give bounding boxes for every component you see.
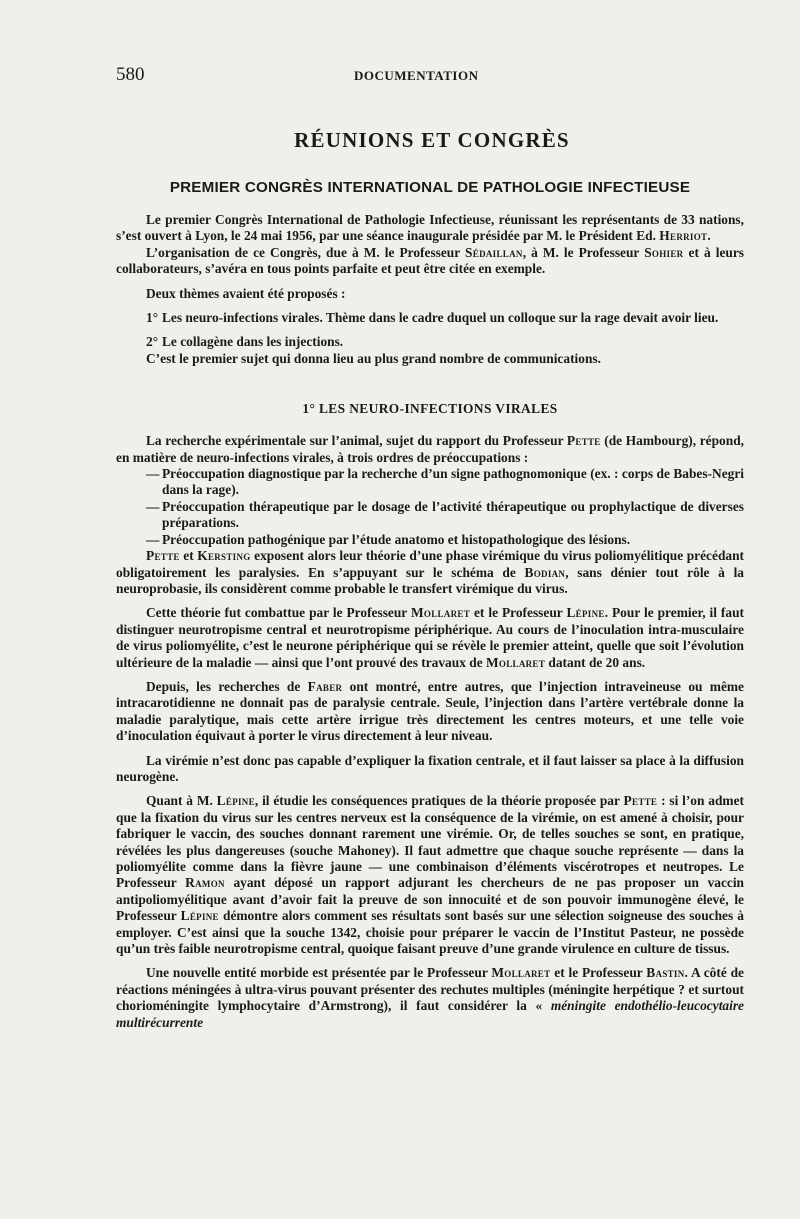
theme-list-item: 2° Le collagène dans les injections. bbox=[146, 334, 344, 350]
person-name: Kersting bbox=[197, 548, 251, 564]
dash-mark: — bbox=[146, 466, 160, 482]
subsection-body bbox=[116, 433, 744, 1031]
page-number: 580 bbox=[116, 64, 145, 85]
person-name: Pette bbox=[146, 548, 180, 564]
theme-list-item: 1° Les neuro-infections virales. Thème dans le cadre duquel un colloque sur la rage devait avoir lieu. bbox=[146, 310, 719, 326]
body-paragraph: Quant à M. Lépine, il étudie les conséquences pratiques de la théorie proposée par Pette : si l’on admet que la fixation du virus sur les centres nerveux est la conséquence de la virémie, on est amené à choisir, pour fabriquer le vaccin, des souches donnant rarement une virémie. Or, de telles souches se sont, en pratique, révélées les plus dangereuses (souche Mahoney). Il faut admettre que chaque souche représente — dans la poliomyélite comme dans la fièvre jaune — une combinaison d’éléments viscérotropes et neutropes. Le Professeur Ramon ayant déposé un rapport adjurant les chercheurs de ne pas proposer un vaccin antipoliomyélitique avant d’avoir fait la preuve de son innocuité et de son pouvoir immunogène élevé, le Professeur Lépine démontre alors comment ses résultats sont basés sur une sélection soigneuse des souches à employer. C’est ainsi que la souche 1342, choisie pour préparer le vaccin de l’Institut Pasteur, ne possède qu’un très faible neurotropisme central, quoique faisant preuve d’une grande virulence en culture de tissus. bbox=[116, 793, 745, 957]
person-name: Sédaillan bbox=[465, 244, 523, 260]
body-paragraph: Depuis, les recherches de Faber ont montré, entre autres, que l’injection intraveineuse ou même intracarotidienne ne donnait pas de paralysie centrale. Seule, l’injection dans l’artère vertébrale donne la maladie paralytique, mais cette artère irrigue très directement les centres moteurs, et une telle voie d’inoculation équivaut à porter le virus directement à leur niveau. bbox=[116, 678, 744, 744]
intro-paragraph: Deux thèmes avaient été proposés : bbox=[146, 285, 346, 301]
article-intro bbox=[116, 212, 744, 367]
person-name: Mollaret bbox=[491, 965, 551, 981]
dash-mark: — bbox=[146, 498, 160, 514]
running-title: DOCUMENTATION bbox=[354, 68, 479, 83]
person-name: Bastin bbox=[646, 965, 685, 981]
person-name: Pette bbox=[623, 793, 658, 809]
body-paragraph: Cette théorie fut combattue par le Professeur Mollaret et le Professeur Lépine. Pour le premier, il faut distinguer neurotropisme central et neurotropisme périphérique. Au cours de l’inoculation intra-musculaire de virus poliomyélite, c’est le neurone périphérique qui se révèle le premier atteint, quelle que soit l’évolution ultérieure de la maladie — ainsi que l’ont prouvé des travaux de Mollaret datant de 20 ans. bbox=[116, 605, 744, 670]
person-name: Lépine bbox=[566, 605, 605, 621]
person-name: Lépine bbox=[216, 793, 255, 809]
person-name: Mollaret bbox=[410, 605, 471, 621]
body-paragraph: Pette et Kersting exposent alors leur théorie d’une phase virémique du virus poliomyélitique précédant obligatoirement les paralysies. En s’appuyant sur le schéma de Bodian, sans dénier tout rôle à la neuroprobasie, ils considèrent comme probable le transfert virémique du virus. bbox=[116, 548, 744, 596]
person-name: Lépine bbox=[180, 908, 219, 924]
person-name: Pette bbox=[566, 433, 601, 449]
dash-list-item: — Préoccupation pathogénique par l’étude anatomo et histopathologique des lésions. bbox=[146, 531, 631, 547]
person-name: Faber bbox=[307, 678, 343, 694]
list-number: 2° bbox=[146, 334, 159, 350]
person-name: Ramon bbox=[185, 875, 225, 891]
person-name: Mollaret bbox=[485, 654, 546, 670]
dash-mark: — bbox=[146, 531, 160, 547]
section-title: RÉUNIONS ET CONGRÈS bbox=[294, 128, 570, 152]
intro-paragraph: C’est le premier sujet qui donna lieu au plus grand nombre de communications. bbox=[146, 350, 601, 366]
italic-term: méningite endothélio-leucocytaire multirécurrente bbox=[116, 998, 744, 1030]
dash-list-item: — Préoccupation thérapeutique par le dosage de l’activité thérapeutique ou prophylactique de diverses préparations. bbox=[146, 498, 744, 531]
body-paragraph: La recherche expérimentale sur l’animal, sujet du rapport du Professeur Pette (de Hambourg), répond, en matière de neuro-infections virales, à trois ordres de préoccupations : bbox=[116, 433, 744, 465]
subsection-heading: 1° LES NEURO-INFECTIONS VIRALES bbox=[302, 401, 558, 417]
intro-paragraph: Le premier Congrès International de Pathologie Infectieuse, réunissant les représentants de 33 nations, s’est ouvert à Lyon, le 24 mai 1956, par une séance inaugurale présidée par M. le Président Ed. Herriot. bbox=[116, 212, 744, 244]
body-paragraph: La virémie n’est donc pas capable d’expliquer la fixation centrale, et il faut laisser sa place à la diffusion neurogène. bbox=[116, 752, 744, 784]
body-paragraph: Une nouvelle entité morbide est présentée par le Professeur Mollaret et le Professeur Bastin. A côté de réactions méningées à ultra-virus pouvant présenter des rechutes multiples (méningite herpétique ? et surtout chorioméningite lymphocytaire d’Armstrong), il faut considérer la « méningite endothélio-leucocytaire multirécurrente bbox=[116, 965, 745, 1030]
list-number: 1° bbox=[146, 310, 159, 326]
article-title: PREMIER CONGRÈS INTERNATIONAL DE PATHOLOGIE INFECTIEUSE bbox=[169, 179, 691, 196]
running-header bbox=[116, 62, 744, 90]
person-name: Herriot bbox=[659, 228, 708, 244]
intro-paragraph: L’organisation de ce Congrès, due à M. le Professeur Sédaillan, à M. le Professeur Sohier et à leurs collaborateurs, s’avéra en tous points parfaite et peut être citée en exemple. bbox=[116, 244, 744, 277]
person-name: Sohier bbox=[644, 244, 684, 260]
person-name: Bodian bbox=[524, 564, 566, 580]
dash-list-item: — Préoccupation diagnostique par la recherche d’un signe pathognomonique (ex. : corps de Babes-Negri dans la rage). bbox=[146, 466, 744, 498]
